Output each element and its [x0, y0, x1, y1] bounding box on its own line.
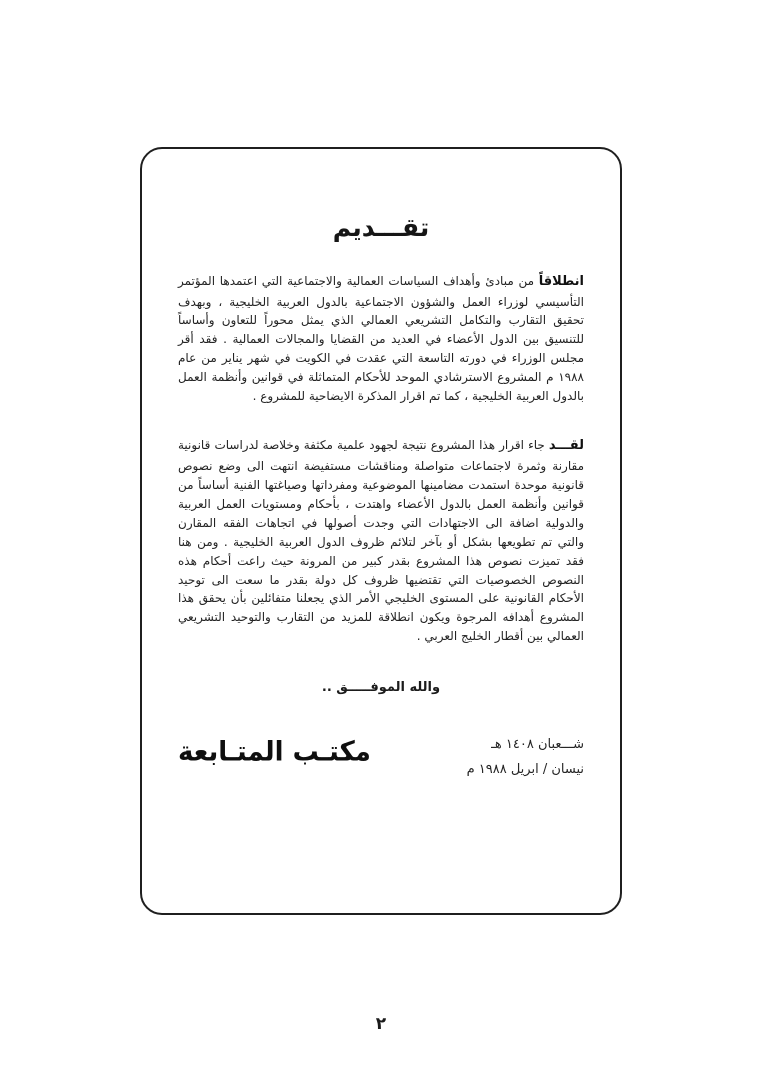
closing-line: والله الموفـــــق .. [321, 680, 441, 696]
paragraph-2-text: جاء اقرار هذا المشروع نتيجة لجهود علمية مكثفة وخلاصة لدراسات قانونية مقارنة وثمرة لاجتماعات متواصلة ومناقشات مستفيضة انتهت الى وضع نصوص قانونية موحدة استمدت مضامينها الموضوعية ومفرداتها وصياغتها الفنية أساساً من قوانين وأنظمة العمل بالدول الأعضاء واهتدت ، بأحكام ومستويات العمل العربية والدولية اضافة الى الاجتهادات التي وجدت أصولها في اتجاهات الفقه المقارن والتي تم تطويعها بشكل أو بآخر لتلائم ظروف الدول العربية الخليجية . ومن هنا فقد تميزت نصوص هذا المشروع بقدر كبير من المرونة حيث راعت أحكام هذه النصوص الخصوصيات التي تقتضيها ظروف كل دولة بقدر ما سعت الى توحيد الأحكام القانونية على المستوى الخليجي الأمر الذي يجعلنا متفائلين بأن يحقق هذا المشروع أهدافه المرجوة ويكون انطلاقة للمزيد من التقارب والتوحيد التشريعي العمالي بين أقطار الخليج العربي . [178, 438, 584, 644]
signature-office: مكتـب المتـابعة [178, 736, 371, 769]
date-gregorian: نيسان / ابريل ١٩٨٨ م [466, 762, 584, 777]
paragraph-1-text: من مبادئ وأهداف السياسات العمالية والاجتماعية التي اعتمدها المؤتمر التأسيسي لوزراء العمل والشؤون الاجتماعية بالدول العربية الخليجية ، وبهدف تحقيق التقارب والتكامل التشريعي العمالي الذي يمثل محوراً للتعاون وأساساً للتنسيق بين الدول الأعضاء في العديد من القضايا والمجالات العمالية . فقد أقر مجلس الوزراء في دورته التاسعة التي عقدت في الكويت في شهر يناير من عام ١٩٨٨ م المشروع الاسترشادي الموحد للأحكام المتماثلة في قوانين وأنظمة العمل بالدول العربية الخليجية ، كما تم اقرار المذكرة الايضاحية للمشروع . [178, 274, 584, 404]
page-number: ٢ [375, 1014, 387, 1034]
date-block [467, 731, 584, 782]
document-title: تقـــديم [332, 213, 430, 242]
paragraph-1-lead-word: انطلاقاً [538, 274, 584, 289]
page-frame [140, 147, 622, 915]
date-hijri: شـــعبان ١٤٠٨ هـ [491, 737, 584, 753]
signature-row [178, 731, 584, 782]
paragraph-2-lead-word: لقـــد [548, 438, 584, 454]
paragraph-1 [178, 272, 584, 406]
paragraph-2 [178, 436, 584, 646]
